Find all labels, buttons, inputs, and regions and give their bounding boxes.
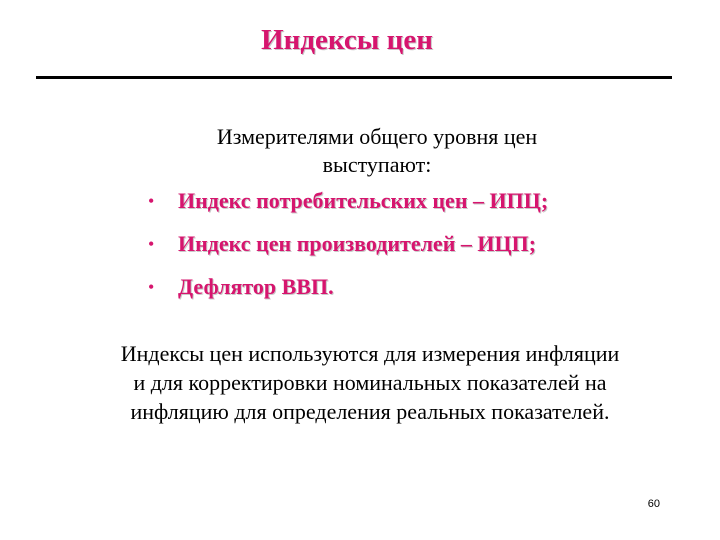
- bullet-dot-icon: •: [148, 191, 155, 211]
- explanation-paragraph: [60, 339, 680, 426]
- bullet-text: Индекс потребительских цен – ИПЦ;: [178, 188, 549, 213]
- paragraph-line: Индексы цен используются для измерения инфляции: [120, 341, 620, 366]
- page-number: 60: [647, 498, 660, 510]
- intro-line: Измерителями общего уровня цен: [216, 124, 538, 149]
- bullet-dot-icon: •: [148, 277, 155, 297]
- title-divider: [36, 76, 672, 79]
- bullet-text: Индекс цен производителей – ИЦП;: [178, 231, 537, 256]
- intro-text: [150, 123, 604, 179]
- slide-title: Индексы цен: [261, 24, 433, 56]
- intro-line: выступают:: [322, 152, 432, 177]
- paragraph-line: и для корректировки номинальных показателей на: [133, 370, 607, 395]
- bullet-text: Дефлятор ВВП.: [178, 274, 334, 299]
- paragraph-line: инфляцию для определения реальных показателей.: [130, 399, 610, 424]
- bullet-dot-icon: •: [148, 234, 155, 254]
